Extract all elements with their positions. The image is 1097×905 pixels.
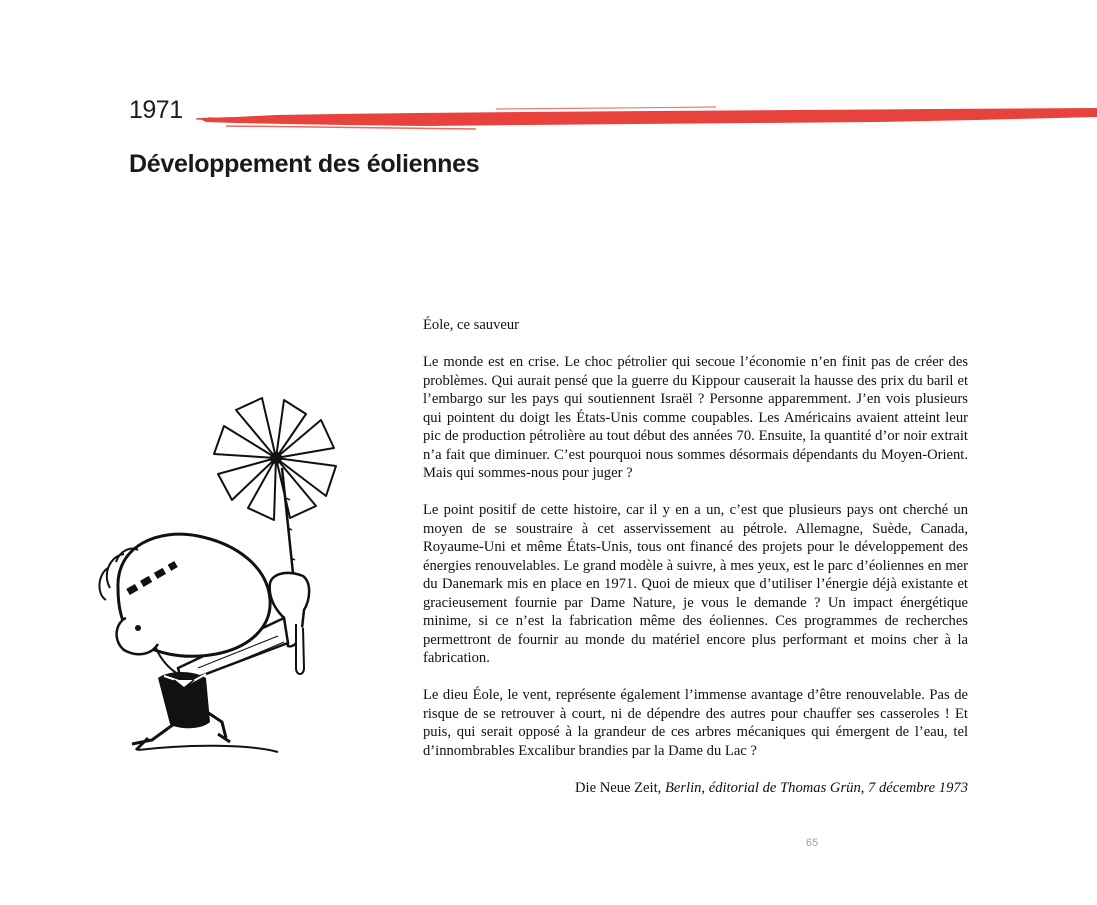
- source-name: Die Neue Zeit: [574, 779, 658, 796]
- chapter-year: 1971: [129, 96, 183, 124]
- article-source: [423, 779, 968, 798]
- editorial-article: [423, 316, 968, 816]
- red-brush-stroke: [196, 104, 1097, 134]
- pinwheel-character-illustration: [98, 378, 368, 758]
- page-number: 65: [806, 837, 819, 849]
- chapter-title: Développement des éoliennes: [129, 150, 480, 178]
- article-heading: Éole, ce sauveur: [423, 317, 520, 333]
- article-paragraph-2: Le point positif de cette histoire, car il y en a un, c’est que plusieurs pays ont cherché un moyen de se soustraire à cet asservissement au pétrole. Allemagne, Suède, Canada, Royaume-Uni et même États-Unis, tous ont financé des projets pour le développement des énergies renouvelables. Le grand modèle à suivre, à mes yeux, est le parc d’éoliennes en mer du Danemark mis en place en 1971. Quoi de mieux que d’utiliser l’énergie déjà existante et gracieusement fournie par Dame Nature, je vous le demande ? Un impact énergétique minime, si ce n’est la fabrication même des éoliennes. Ces programmes de recherches permettront de fournir au monde du matériel encore plus performant et moins cher à la fabrication.: [423, 502, 968, 666]
- article-paragraph-1: Le monde est en crise. Le choc pétrolier qui secoue l’économie n’en finit pas de créer des problèmes. Qui aurait pensé que la guerre du Kippour causerait la hausse des prix du baril et l’embargo sur les pays qui soutiennent Israël ? Personne apparemment. J’en vois plusieurs qui pointent du doigt les États-Unis comme coupables. Les Américains avaient atteint leur pic de production pétrolière au tout début des années 70. Ensuite, la quantité d’or noir extrait n’a fait que diminuer. C’est pourquoi nous sommes désormais dépendants du Moyen-Orient. Mais qui sommes-nous pour juger ?: [423, 354, 968, 481]
- source-detail: , Berlin, éditorial de Thomas Grün, 7 décembre 1973: [657, 779, 968, 796]
- article-paragraph-3: Le dieu Éole, le vent, représente également l’immense avantage d’être renouvelable. Pas de risque de se retrouver à court, ni de dépendre des autres pour chauffer ses casseroles ! Et puis, qui serait opposé à la grandeur de ces arbres mécaniques qui émergent de l’eau, tel d’innombrables Excalibur brandies par la Dame du Lac ?: [423, 687, 968, 759]
